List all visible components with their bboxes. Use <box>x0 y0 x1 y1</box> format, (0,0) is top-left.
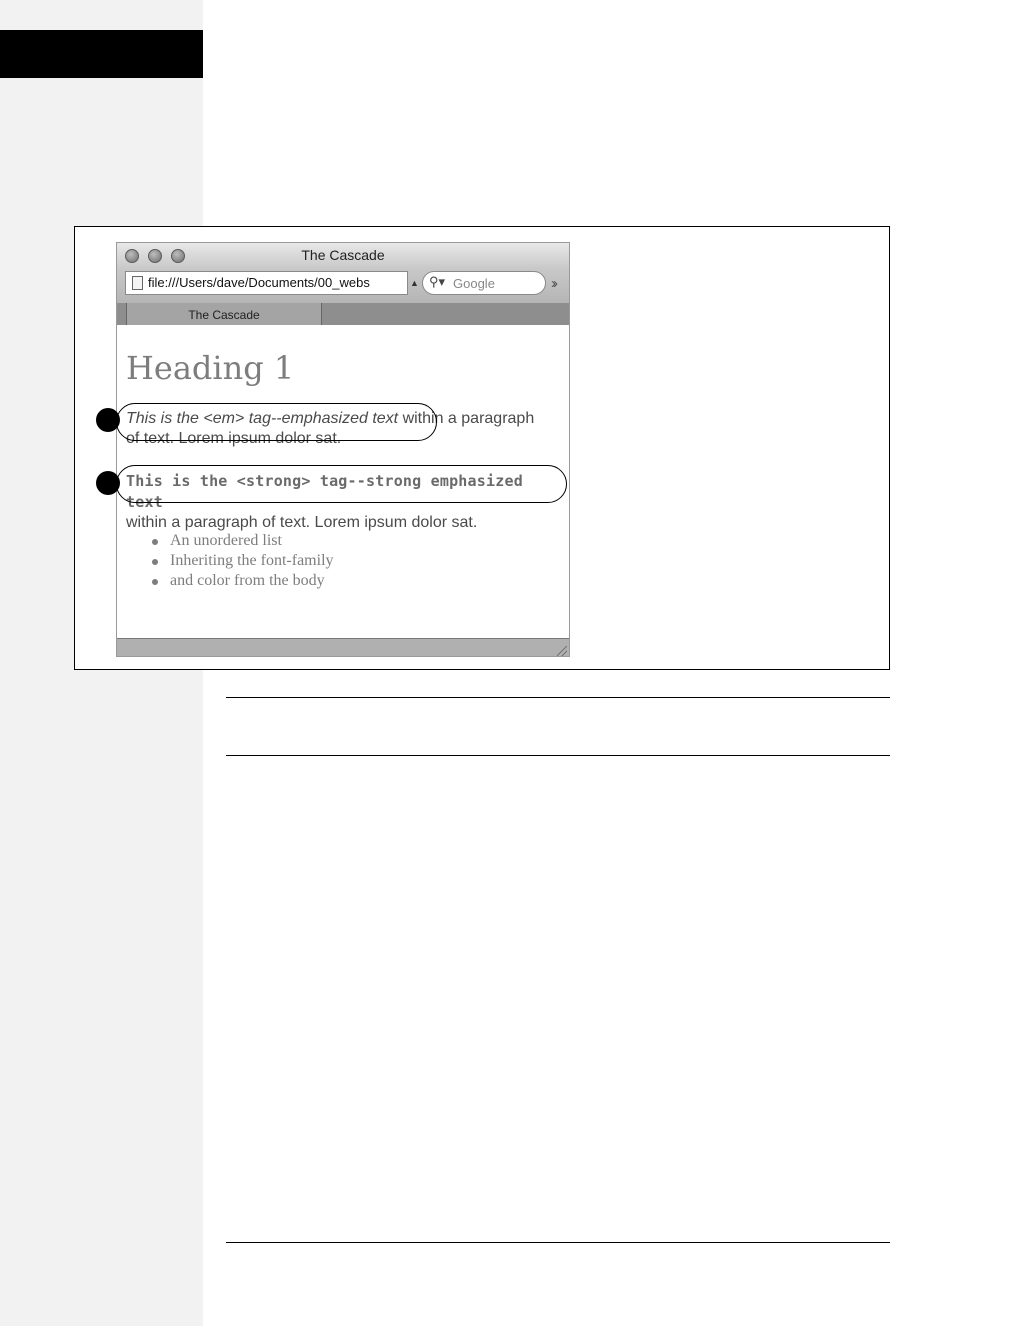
divider-rule <box>226 755 890 756</box>
tab-bar <box>117 303 569 325</box>
search-icon: ⚲▾ <box>429 274 446 289</box>
chevron-right-icon[interactable]: ›› <box>551 275 555 292</box>
address-text: file:///Users/dave/Documents/00_webs <box>148 275 370 290</box>
unordered-list <box>170 531 334 591</box>
toolbar <box>117 269 569 303</box>
paragraph-em-rest: within a paragraph of text. Lorem ipsum dolor sat. <box>126 410 535 447</box>
tab-the-cascade[interactable]: The Cascade <box>126 303 322 325</box>
callout-oval-em <box>116 403 437 441</box>
address-bar[interactable] <box>125 271 408 295</box>
status-bar <box>117 638 569 657</box>
callout-oval-strong <box>116 465 567 503</box>
search-placeholder: Google <box>453 276 495 291</box>
list-item: An unordered list <box>170 531 334 551</box>
callout-marker-2 <box>96 471 120 495</box>
window-title: The Cascade <box>301 247 385 263</box>
search-input[interactable] <box>422 271 546 295</box>
strong-text: This is the <strong> tag--strong emphasized text <box>126 472 523 511</box>
resize-grip-icon[interactable] <box>557 646 567 656</box>
footer-rule <box>226 1242 890 1243</box>
divider-rule <box>226 697 890 698</box>
address-menu-icon[interactable]: ▲ <box>410 278 419 288</box>
title-bar <box>117 243 569 269</box>
callout-marker-1 <box>96 408 120 432</box>
browser-window <box>116 242 570 657</box>
chapter-tab <box>0 30 203 78</box>
heading-1: Heading 1 <box>126 349 295 387</box>
list-item: Inheriting the font-family <box>170 552 334 569</box>
list-item: and color from the body <box>170 571 334 591</box>
em-text: This is the <em> tag--emphasized text <box>126 410 399 427</box>
paragraph-strong-rest: within a paragraph of text. Lorem ipsum dolor sat. <box>126 514 478 531</box>
page-icon <box>132 276 143 290</box>
figure-frame <box>74 226 890 670</box>
